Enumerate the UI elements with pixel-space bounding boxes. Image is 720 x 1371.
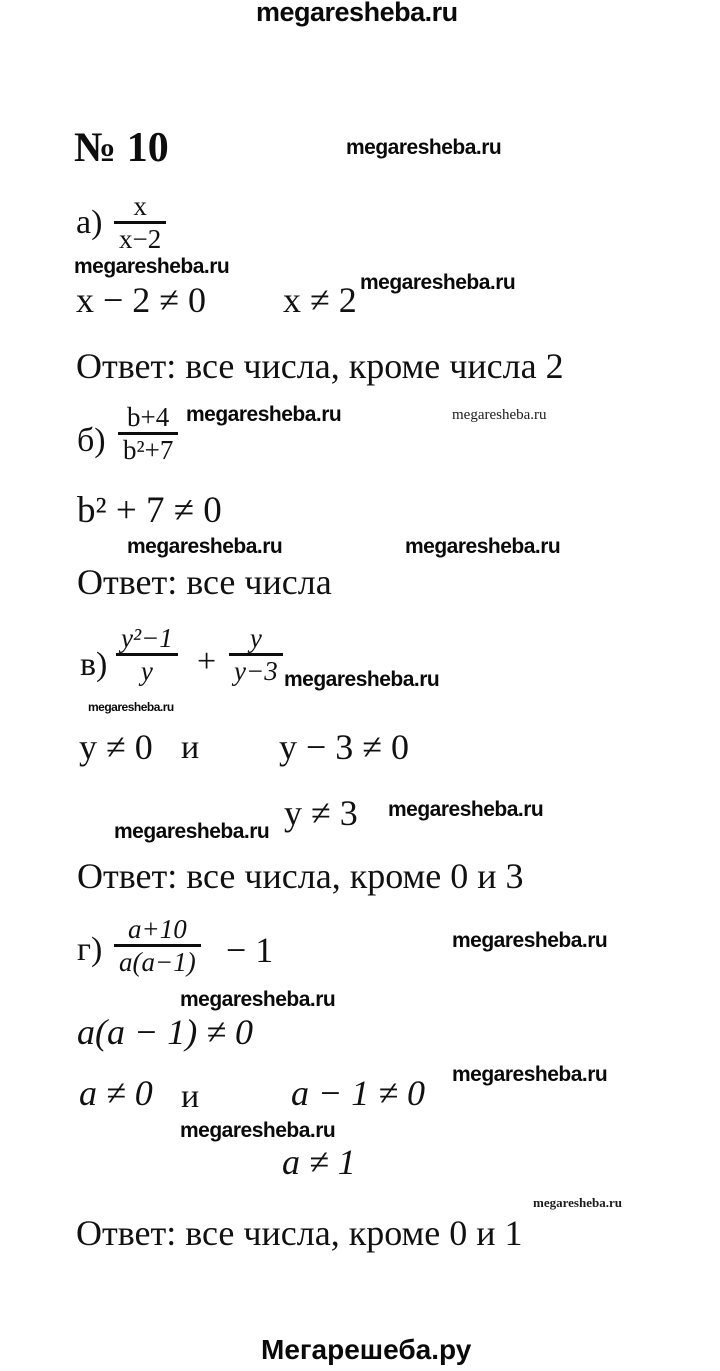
fraction-denominator: a(a−1): [119, 947, 196, 978]
section-v-condition2: y − 3 ≠ 0: [279, 727, 410, 767]
section-a-label: а): [76, 204, 103, 241]
section-v-condition1: y ≠ 0: [79, 727, 153, 767]
section-g-condition2: a ≠ 0: [79, 1073, 153, 1113]
watermark: megaresheba.ru: [346, 136, 502, 159]
section-b-label: б): [77, 422, 106, 459]
watermark: megaresheba.ru: [127, 535, 283, 558]
watermark: megaresheba.ru: [114, 820, 270, 843]
watermark: megaresheba.ru: [405, 535, 561, 558]
fraction-numerator: b+4: [118, 403, 178, 435]
section-b-condition: b² + 7 ≠ 0: [77, 490, 222, 531]
fraction-numerator: a+10: [114, 915, 201, 947]
watermark-bottom: Мегарешеба.ру: [261, 1334, 472, 1365]
section-g-fraction: [114, 915, 201, 977]
section-v-conjunction: и: [181, 729, 200, 766]
fraction-denominator: x−2: [119, 224, 162, 255]
section-g-condition3: a − 1 ≠ 0: [291, 1073, 426, 1113]
section-a-answer: Ответ: все числа, кроме числа 2: [76, 346, 564, 386]
section-g-label: г): [77, 931, 103, 968]
section-g-conjunction: и: [181, 1078, 200, 1115]
fraction-numerator: y²−1: [116, 624, 178, 656]
watermark: megaresheba.ru: [88, 700, 174, 714]
watermark: megaresheba.ru: [284, 668, 440, 691]
section-a-condition: x − 2 ≠ 0: [76, 280, 207, 320]
watermark: megaresheba.ru: [452, 407, 547, 423]
section-g-subtrahend: − 1: [226, 930, 274, 970]
section-v-plus-operator: +: [197, 643, 217, 680]
section-g-conclusion: a ≠ 1: [282, 1142, 356, 1182]
fraction-numerator: x: [114, 192, 166, 224]
watermark: megaresheba.ru: [74, 255, 230, 278]
section-g-condition1: a(a − 1) ≠ 0: [77, 1012, 254, 1052]
section-a-fraction: [114, 192, 166, 254]
watermark: megaresheba.ru: [180, 1119, 336, 1142]
watermark: megaresheba.ru: [452, 929, 608, 952]
problem-number: № 10: [74, 125, 169, 171]
fraction-denominator: y−3: [234, 656, 278, 687]
fraction-numerator: y: [229, 624, 283, 656]
section-b-fraction: [118, 403, 178, 465]
section-v-fraction2: [229, 624, 283, 686]
section-v-conclusion: y ≠ 3: [284, 793, 358, 833]
section-b-answer: Ответ: все числа: [77, 562, 332, 602]
section-v-answer: Ответ: все числа, кроме 0 и 3: [77, 856, 524, 896]
section-v-fraction1: [116, 624, 178, 686]
watermark: megaresheba.ru: [360, 271, 516, 294]
watermark: megaresheba.ru: [180, 988, 336, 1011]
watermark: megaresheba.ru: [388, 798, 544, 821]
watermark: megaresheba.ru: [452, 1063, 608, 1086]
section-g-answer: Ответ: все числа, кроме 0 и 1: [76, 1213, 523, 1253]
watermark: megaresheba.ru: [186, 403, 342, 426]
watermark: megaresheba.ru: [533, 1195, 622, 1210]
section-v-label: в): [80, 646, 108, 683]
fraction-denominator: b²+7: [123, 435, 174, 466]
fraction-denominator: y: [140, 656, 153, 687]
watermark-top: megaresheba.ru: [256, 0, 458, 27]
section-a-conclusion: x ≠ 2: [283, 280, 357, 320]
